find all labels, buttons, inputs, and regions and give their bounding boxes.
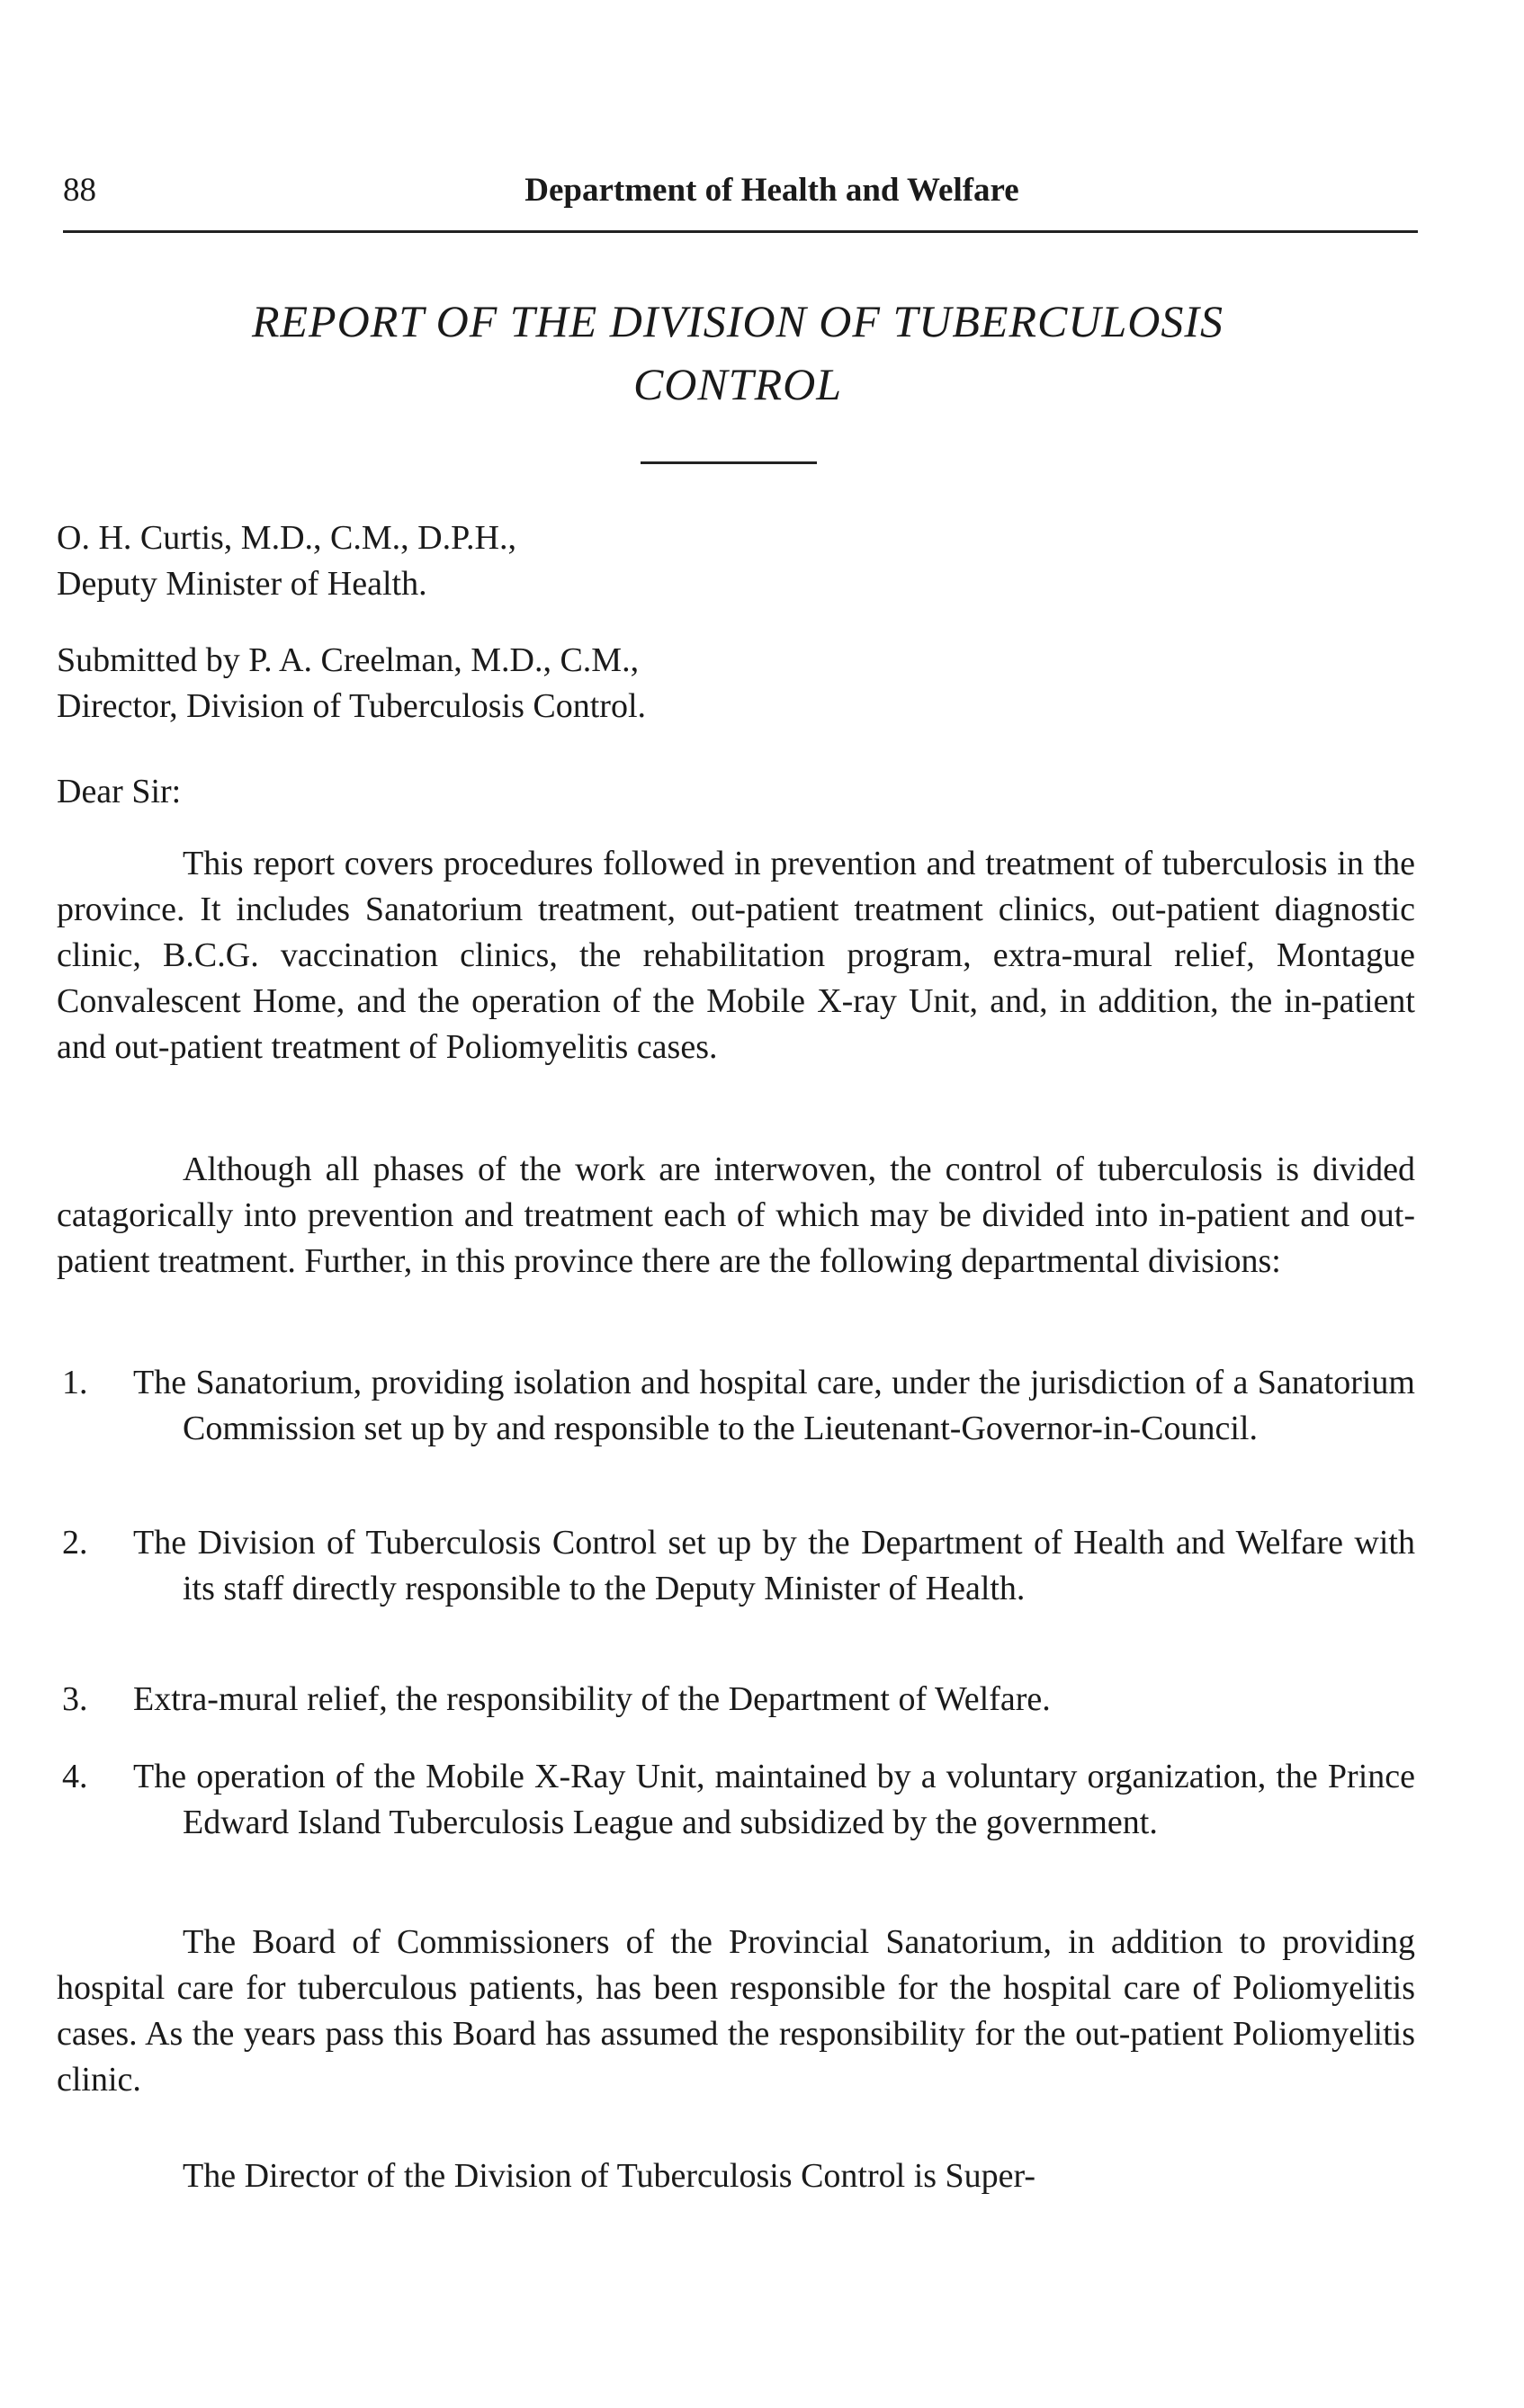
list-item-number: 4. [62, 1758, 88, 1795]
submitter-line-2: Director, Division of Tuberculosis Control. [57, 687, 647, 725]
list-item-2 [57, 1520, 1415, 1612]
list-item-number: 2. [62, 1524, 88, 1562]
title-rule [641, 461, 817, 464]
list-item-text: The Sanatorium, providing isolation and hospital care, under the jurisdiction of a Sanatorium Commission set up by and responsible to the Lieutenant-Governor-in-Council. [133, 1364, 1415, 1447]
report-title-line-2: CONTROL [632, 359, 843, 409]
running-title: Department of Health and Welfare [524, 172, 1019, 209]
paragraph-board: The Board of Commissioners of the Provincial Sanatorium, in addition to providing hospital care for tuberculous patients, has been responsible for the hospital care of Poliomyelitis cases. As the years pass this Board has assumed the responsibility for the out-patient Poliomyelitis clinic. [57, 1923, 1415, 2099]
list-item-text: Extra-mural relief, the responsibility of the Department of Welfare. [133, 1680, 1051, 1718]
addressee-block [57, 515, 1415, 607]
list-item-text: The operation of the Mobile X-Ray Unit, maintained by a voluntary organization, the Prince Edward Island Tuberculosis League and subsidized by the government. [133, 1758, 1415, 1841]
submitter-line-1: Submitted by P. A. Creelman, M.D., C.M., [57, 641, 640, 679]
report-title-line-1: REPORT OF THE DIVISION OF TUBERCULOSIS [251, 296, 1224, 346]
list-item-number: 3. [62, 1680, 88, 1718]
salutation: Dear Sir: [57, 773, 182, 810]
paragraph-divisions-intro: Although all phases of the work are interwoven, the control of tuberculosis is divided catagorically into prevention and treatment each of which may be divided into in-patient and out-patient treatment. Further, in this province there are the following departmental divisions: [57, 1150, 1415, 1280]
running-header [63, 171, 1418, 218]
list-item-number: 1. [62, 1364, 88, 1401]
header-rule [63, 230, 1418, 233]
list-item-4 [57, 1754, 1415, 1846]
submitter-block [57, 638, 1415, 730]
report-title [135, 290, 1340, 416]
list-item-1 [57, 1360, 1415, 1452]
paragraph-scope: This report covers procedures followed in prevention and treatment of tuberculosis in the province. It includes Sanatorium treatment, out-patient treatment clinics, out-patient diagnostic clinic, B.C.G. vaccination clinics, the rehabilitation program, extra-mural relief, Montague Convalescent Home, and the operation of the Mobile X-ray Unit, and, in addition, the in-patient and out-patient treatment of Poliomyelitis cases. [57, 845, 1415, 1066]
list-item-3 [57, 1677, 1415, 1723]
page-number: 88 [63, 172, 96, 209]
addressee-position: Deputy Minister of Health. [57, 565, 427, 603]
list-item-text: The Division of Tuberculosis Control set up by the Department of Health and Welfare with its staff directly responsible to the Deputy Minister of Health. [133, 1524, 1415, 1607]
paragraph-director: The Director of the Division of Tuberculosis Control is Super- [183, 2157, 1036, 2195]
addressee-name: O. H. Curtis, M.D., C.M., D.P.H., [57, 519, 516, 557]
